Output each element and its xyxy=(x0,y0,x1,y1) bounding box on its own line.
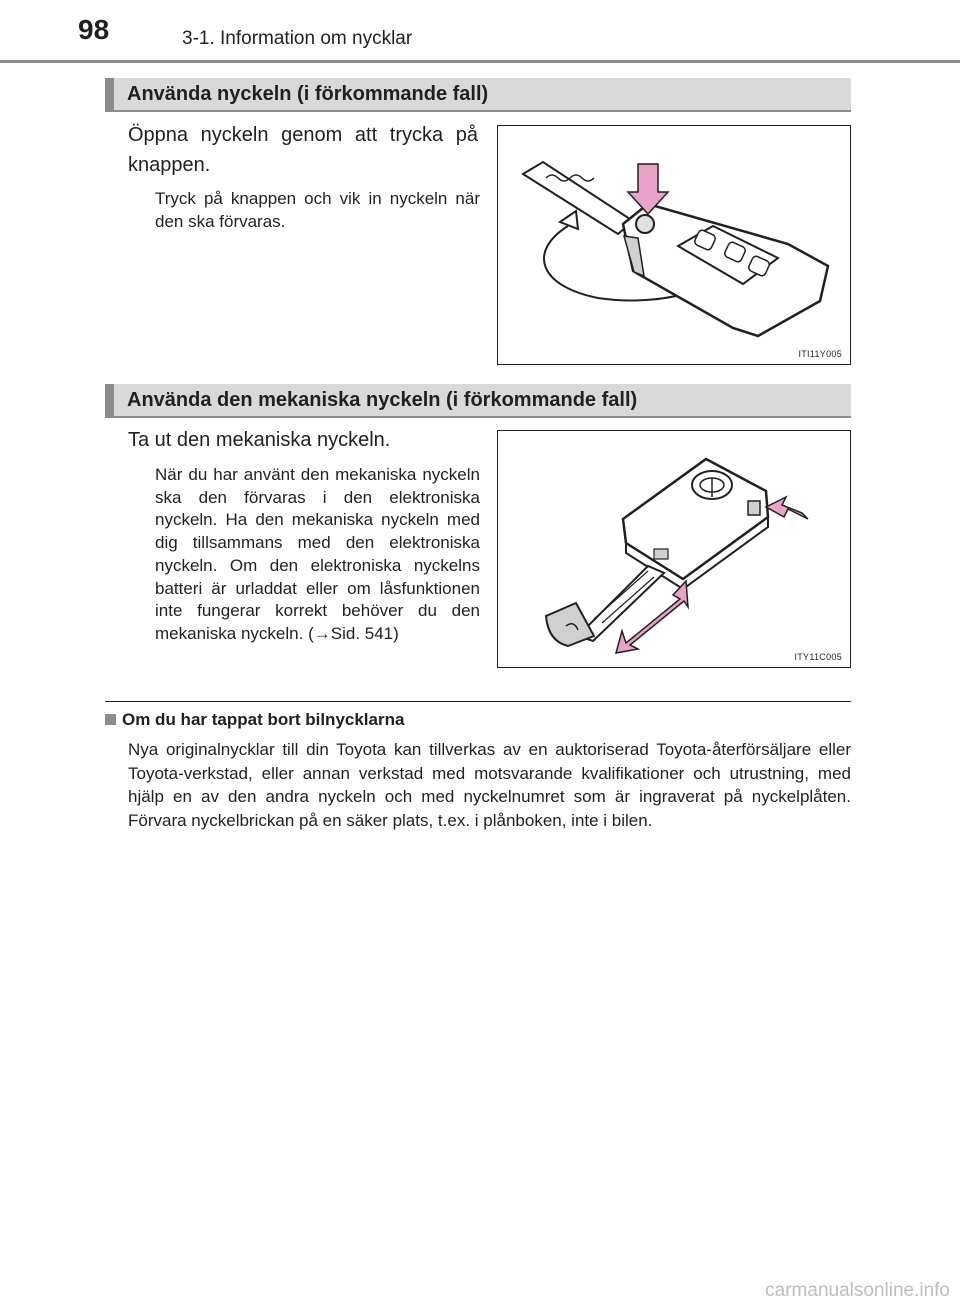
figure-mechanical-key xyxy=(497,430,851,668)
page-ref-arrow-icon: → xyxy=(313,623,331,643)
step-mechanical-key-info xyxy=(155,464,480,646)
section-heading-mechanical-key xyxy=(105,384,851,418)
figure-key-fold xyxy=(497,125,851,365)
key-fob-illustration xyxy=(498,126,850,364)
step-take-out-key: Ta ut den mekaniska nyckeln. xyxy=(128,429,391,451)
square-bullet-icon xyxy=(105,714,116,725)
section-title: Använda nyckeln (i förkommande fall) xyxy=(127,83,489,105)
footer-watermark-url: carmanualsonline.info xyxy=(765,1280,950,1301)
heading-bar xyxy=(105,384,114,416)
mechanical-key-info-text: När du har använt den mekaniska nyckeln ska den förvaras i den elektroniska nyckeln. Ha den mekaniska nyckeln med dig tillsammans med den elektroniska nyckeln. Om den elektroniska nyckelns batteri är urladdat eller om låsfunktionen inte fungerar korrekt behöver du den mekaniska nyckeln. ( xyxy=(155,465,480,643)
figure-code: ITY11C005 xyxy=(794,652,842,662)
step-fold-key-info: Tryck på knappen och vik in nyckeln när den ska förvaras. xyxy=(155,189,480,231)
smart-key-illustration xyxy=(498,431,850,667)
section-heading-use-key xyxy=(105,78,851,112)
heading-bar xyxy=(105,78,114,110)
section-divider xyxy=(105,701,851,702)
page-number: 98 xyxy=(78,14,110,45)
chapter-title: 3-1. Information om nycklar xyxy=(182,28,413,49)
step-open-key: Öppna nyckeln genom att trycka på knappen. xyxy=(128,124,478,176)
note-title: Om du har tappat bort bilnycklarna xyxy=(122,710,405,729)
page-reference-link[interactable]: Sid. 541) xyxy=(330,623,399,643)
header-rule xyxy=(0,60,960,63)
note-body: Nya originalnycklar till din Toyota kan tillverkas av en auktoriserad Toyota-återförsäljare eller Toyota-verkstad, eller annan verkstad med motsvarande kvalifikationer och utrustning, med hjälp en av den andra nyckeln och med nyckelnumret som är ingraverat på nyckelplåten. Förvara nyckelbrickan på en säker plats, t.ex. i plånboken, inte i bilen. xyxy=(128,740,851,830)
note-heading xyxy=(105,710,404,730)
section-title: Använda den mekaniska nyckeln (i förkommande fall) xyxy=(127,389,638,411)
figure-code: ITI11Y005 xyxy=(798,349,842,359)
